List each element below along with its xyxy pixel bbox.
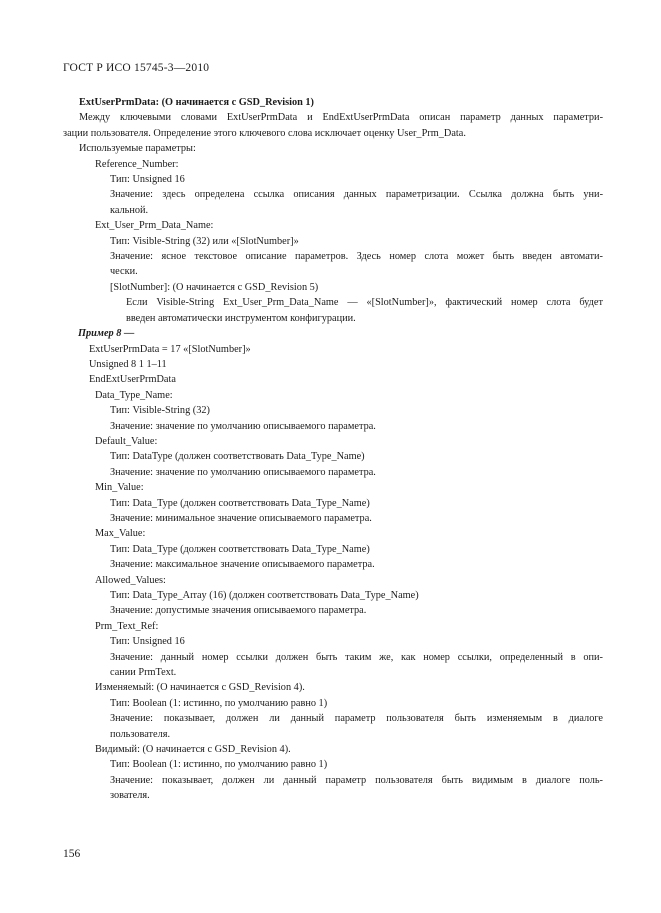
section-heading: ExtUserPrmData: (О начинается с GSD_Revision 1) [79,97,314,108]
param-value-cont: зователя. [110,790,150,802]
param-name: Видимый: (О начинается с GSD_Revision 4). [95,744,291,756]
param-name: Min_Value: [95,482,144,494]
param-name: Prm_Text_Ref: [95,620,159,632]
param-value: Значение: показывает, должен ли данный параметр пользователя быть изменяемым в диалоге [110,713,603,725]
param-value-cont: чески. [110,266,138,278]
param-name: Allowed_Values: [95,574,166,586]
slot-number-desc: Если Visible-String Ext_User_Prm_Data_Name — «[SlotNumber]», фактический номер слота будет [126,297,603,309]
param-name: Max_Value: [95,528,146,540]
param-type: Тип: Unsigned 16 [110,636,185,648]
param-value: Значение: минимальное значение описываемого параметра. [110,512,372,524]
param-type: Тип: Visible-String (32) или «[SlotNumber]» [110,235,299,247]
document-header: ГОСТ Р ИСО 15745-3—2010 [63,62,210,74]
param-value: Значение: значение по умолчанию описываемого параметра. [110,420,376,432]
example-code-line: EndExtUserPrmData [89,374,176,386]
param-name: Reference_Number: [95,158,179,170]
param-type: Тип: Boolean (1: истинно, по умолчанию равно 1) [110,759,328,771]
intro-line-1: Между ключевыми словами ExtUserPrmData и EndExtUserPrmData описан параметр данных параметри- [79,112,603,124]
param-value-cont: сании PrmText. [110,667,177,679]
slot-number-label: [SlotNumber]: (О начинается с GSD_Revision 5) [110,281,319,293]
param-type: Тип: Data_Type (должен соответствовать Data_Type_Name) [110,543,370,555]
param-value: Значение: максимальное значение описываемого параметра. [110,559,375,571]
param-value: Значение: ясное текстовое описание параметров. Здесь номер слота может быть введен автомати- [110,251,603,263]
param-name: Data_Type_Name: [95,389,173,401]
param-name: Ext_User_Prm_Data_Name: [95,220,214,232]
params-label: Используемые параметры: [79,143,196,155]
param-value-cont: пользователя. [110,728,171,740]
param-value: Значение: здесь определена ссылка описания данных параметризации. Ссылка должна быть уни- [110,189,603,201]
example-label: Пример 8 — [78,328,135,340]
param-name: Default_Value: [95,435,158,447]
page-number: 156 [63,848,81,860]
param-value: Значение: допустимые значения описываемого параметра. [110,605,367,617]
example-code-line: Unsigned 8 1 1–11 [89,358,167,370]
intro-line-2: зации пользователя. Определение этого ключевого слова исключает оценку User_Prm_Data. [63,127,466,139]
param-type: Тип: Data_Type (должен соответствовать Data_Type_Name) [110,497,370,509]
param-value-cont: кальной. [110,204,149,216]
param-type: Тип: Visible-String (32) [110,405,210,417]
param-type: Тип: DataType (должен соответствовать Data_Type_Name) [110,451,365,463]
param-type: Тип: Boolean (1: истинно, по умолчанию равно 1) [110,697,328,709]
page-content [63,95,603,804]
slot-number-desc-cont: введен автоматически инструментом конфигурации. [126,312,356,324]
param-type: Тип: Data_Type_Array (16) (должен соответствовать Data_Type_Name) [110,590,419,601]
param-type: Тип: Unsigned 16 [110,174,185,186]
example-code-line: ExtUserPrmData = 17 «[SlotNumber]» [89,343,251,355]
param-value: Значение: данный номер ссылки должен быть таким же, как номер ссылки, определенный в опи- [110,651,603,663]
param-name: Изменяемый: (О начинается с GSD_Revision 4). [95,682,305,694]
param-value: Значение: значение по умолчанию описываемого параметра. [110,466,376,478]
param-value: Значение: показывает, должен ли данный параметр пользователя быть видимым в диалоге поль- [110,774,603,786]
